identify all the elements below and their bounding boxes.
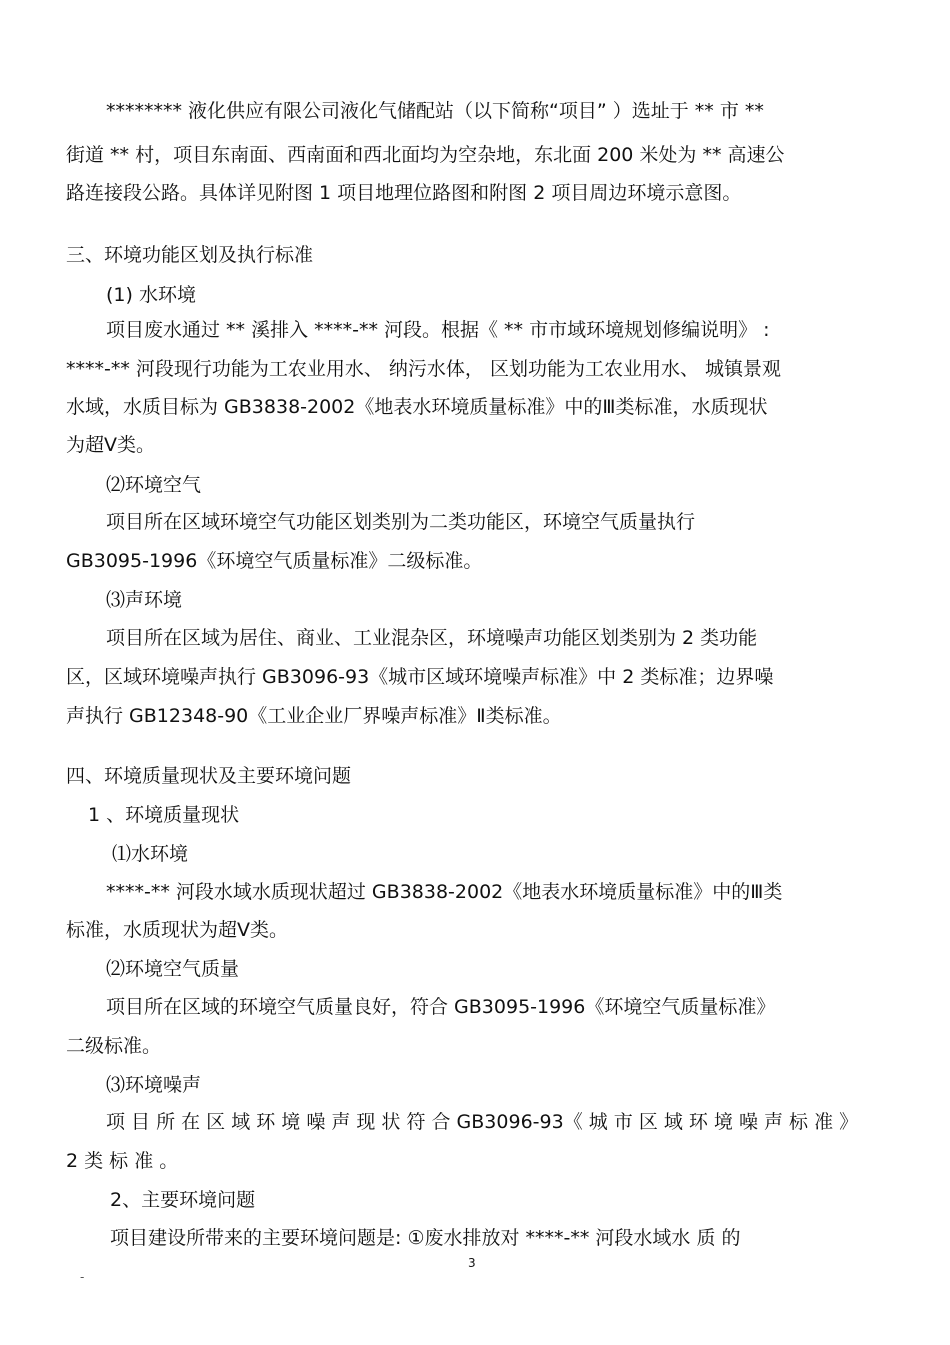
section-heading: 四、环境质量现状及主要环境问题 (66, 765, 352, 787)
paragraph-line: ****-** 河段水域水质现状超过 GB3838-2002《地表水环境质量标准》中的Ⅲ类 (106, 881, 783, 903)
subsection-heading: ⑴水环境 (112, 843, 189, 865)
paragraph-line: 项目所在区域的环境空气质量良好，符合 GB3095-1996《环境空气质量标准》 (106, 996, 776, 1018)
section-heading: 三、环境功能区划及执行标准 (66, 244, 314, 266)
paragraph-line: 项目废水通过 ** 溪排入 ****-** 河段。根据《 ** 市市域环境规划修编说明》 : (106, 319, 770, 341)
paragraph-line: 水域，水质目标为 GB3838-2002《地表水环境质量标准》中的Ⅲ类标准，水质现状 (66, 396, 768, 418)
paragraph-line: GB3095-1996《环境空气质量标准》二级标准。 (66, 550, 483, 572)
paragraph-line: ****-** 河段现行功能为工农业用水、 纳污水体， 区划功能为工农业用水、 城镇景观 (66, 358, 782, 380)
subsection-heading: ⑶环境噪声 (106, 1074, 202, 1096)
subsection-heading: ⑵环境空气 (106, 474, 202, 496)
paragraph-line: 项目建设所带来的主要环境问题是: ①废水排放对 ****-** 河段水域水 质 的 (110, 1227, 741, 1249)
page-number: 3 (468, 1256, 476, 1270)
subsection-heading: 2、主要环境问题 (110, 1189, 256, 1211)
paragraph-line: 项目所在区域为居住、商业、工业混杂区，环境噪声功能区划类别为 2 类功能 (106, 627, 758, 649)
footer-mark: - (80, 1270, 85, 1284)
paragraph-line: 项目所在区域环境空气功能区划类别为二类功能区，环境空气质量执行 (106, 511, 696, 533)
subsection-heading: ⑵环境空气质量 (106, 958, 240, 980)
paragraph-line: 街道 ** 村，项目东南面、西南面和西北面均为空杂地，东北面 200 米处为 ** 高速公 (66, 144, 785, 166)
paragraph-line: 为超Ⅴ类。 (66, 434, 155, 456)
subsection-heading: 1 、环境质量现状 (88, 804, 240, 826)
paragraph-line: 二级标准。 (66, 1035, 162, 1057)
subsection-heading: (1) 水环境 (106, 284, 196, 306)
paragraph-line: 区，区域环境噪声执行 GB3096-93《城市区域环境噪声标准》中 2 类标准；边界噪 (66, 666, 774, 688)
paragraph-line: ******** 液化供应有限公司液化气储配站（以下简称“项目” ）选址于 ** 市 ** (106, 100, 764, 122)
paragraph-line: 项 目 所 在 区 域 环 境 噪 声 现 状 符 合 GB3096-93《 城 市 区 域 环 境 噪 声 标 准 》 (106, 1111, 859, 1133)
paragraph-line: 声执行 GB12348-90《工业企业厂界噪声标准》Ⅱ类标准。 (66, 705, 562, 727)
subsection-heading: ⑶声环境 (106, 589, 183, 611)
paragraph-line: 路连接段公路。具体详见附图 1 项目地理位路图和附图 2 项目周边环境示意图。 (66, 182, 742, 204)
paragraph-line: 标准，水质现状为超Ⅴ类。 (66, 919, 288, 941)
paragraph-line: 2 类 标 准 。 (66, 1150, 179, 1172)
